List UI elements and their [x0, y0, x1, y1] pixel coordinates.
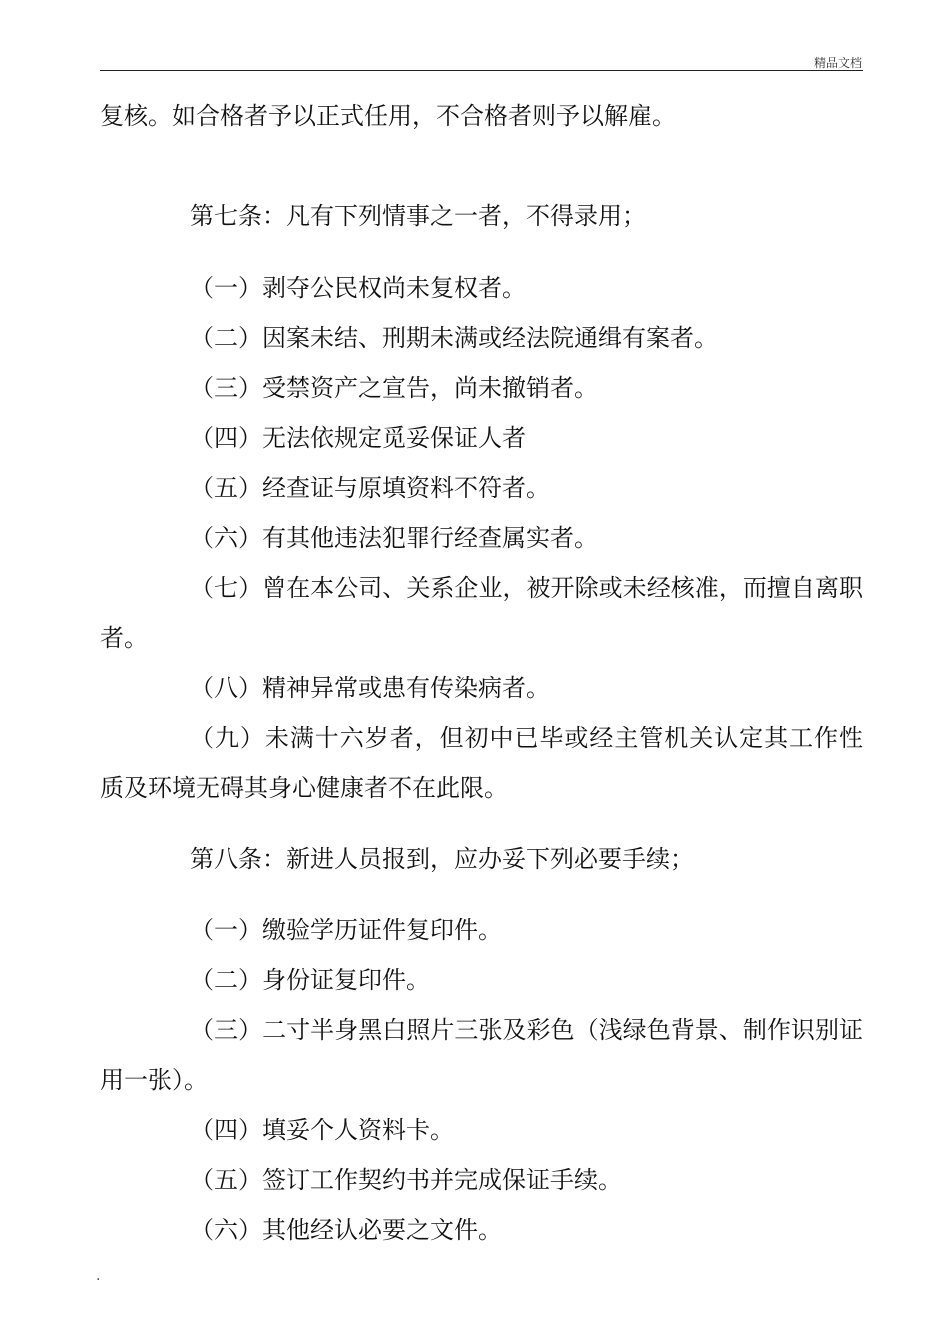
- header-rule: [100, 70, 863, 71]
- text-line: 复核。如合格者予以正式任用，不合格者则予以解雇。: [100, 102, 676, 130]
- article-7-heading: 第七条：凡有下列情事之一者，不得录用；: [190, 202, 646, 230]
- list-item: （五）经查证与原填资料不符者。: [190, 474, 550, 502]
- list-item-continuation: 者。: [100, 624, 148, 652]
- list-item: （三）二寸半身黑白照片三张及彩色（浅绿色背景、制作识别证: [190, 1016, 863, 1044]
- list-item: （一）缴验学历证件复印件。: [190, 916, 502, 944]
- header-label: 精品文档: [813, 56, 862, 70]
- list-item: （二）身份证复印件。: [190, 966, 430, 994]
- article-8-heading: 第八条：新进人员报到，应办妥下列必要手续；: [190, 845, 694, 873]
- list-item: （二）因案未结、刑期未满或经法院通缉有案者。: [190, 324, 718, 352]
- list-item: （九）未满十六岁者，但初中已毕或经主管机关认定其工作性: [190, 724, 863, 752]
- list-item: （一）剥夺公民权尚未复权者。: [190, 274, 526, 302]
- list-item: （三）受禁资产之宣告，尚未撤销者。: [190, 374, 598, 402]
- list-item: （四）无法依规定觅妥保证人者: [190, 424, 526, 452]
- list-item: （六）其他经认必要之文件。: [190, 1216, 502, 1244]
- list-item: （四）填妥个人资料卡。: [190, 1116, 454, 1144]
- footer-dot: .: [96, 1268, 101, 1284]
- list-item-continuation: 质及环境无碍其身心健康者不在此限。: [100, 774, 508, 802]
- list-item: （八）精神异常或患有传染病者。: [190, 674, 550, 702]
- list-item: （六）有其他违法犯罪行经查属实者。: [190, 524, 598, 552]
- list-item: （五）签订工作契约书并完成保证手续。: [190, 1166, 622, 1194]
- list-item: （七）曾在本公司、关系企业，被开除或未经核准，而擅自离职: [190, 574, 863, 602]
- list-item-continuation: 用一张）。: [100, 1066, 208, 1094]
